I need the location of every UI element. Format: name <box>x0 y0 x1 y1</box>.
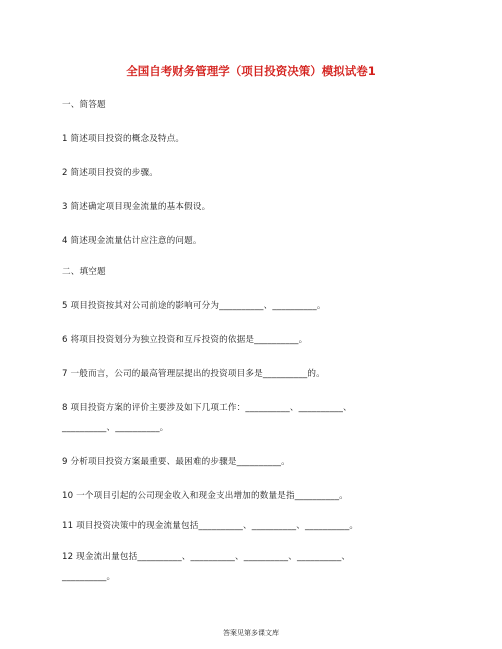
question-7: 7 一般而言，公司的最高管理层提出的投资项目多是__________的。 <box>62 369 325 379</box>
question-9: 9 分析项目投资方案最重要、最困难的步骤是__________。 <box>62 457 290 467</box>
section-heading-fill-blank: 二、填空题 <box>62 267 106 277</box>
question-4: 4 简述现金流量估计应注意的问题。 <box>62 236 202 246</box>
question-1: 1 简述项目投资的概念及特点。 <box>62 134 185 144</box>
question-12-line-1: 12 现金流出量包括__________、__________、__________、__________、 <box>62 552 351 562</box>
question-8-line-2: __________、__________。 <box>62 423 169 433</box>
question-5: 5 项目投资按其对公司前途的影响可分为__________、__________。 <box>62 301 326 311</box>
page-footer: 答案见第多课文库 <box>223 629 279 637</box>
document-title: 全国自考财务管理学（项目投资决策）模拟试卷1 <box>126 64 376 78</box>
question-12-line-2: __________。 <box>62 572 116 582</box>
question-6: 6 将项目投资划分为独立投资和互斥投资的依据是__________。 <box>62 335 308 345</box>
question-2: 2 简述项目投资的步骤。 <box>62 168 158 178</box>
section-heading-short-answer: 一、简答题 <box>62 100 106 110</box>
question-3: 3 简述确定项目现金流量的基本假设。 <box>62 202 211 212</box>
question-8-line-1: 8 项目投资方案的评价主要涉及如下几项工作：__________、__________、 <box>62 403 352 413</box>
question-11: 11 项目投资决策中的现金流量包括__________、__________、__________。 <box>62 521 359 531</box>
question-10: 10 一个项目引起的公司现金收入和现金支出增加的数量是指__________。 <box>62 491 348 501</box>
